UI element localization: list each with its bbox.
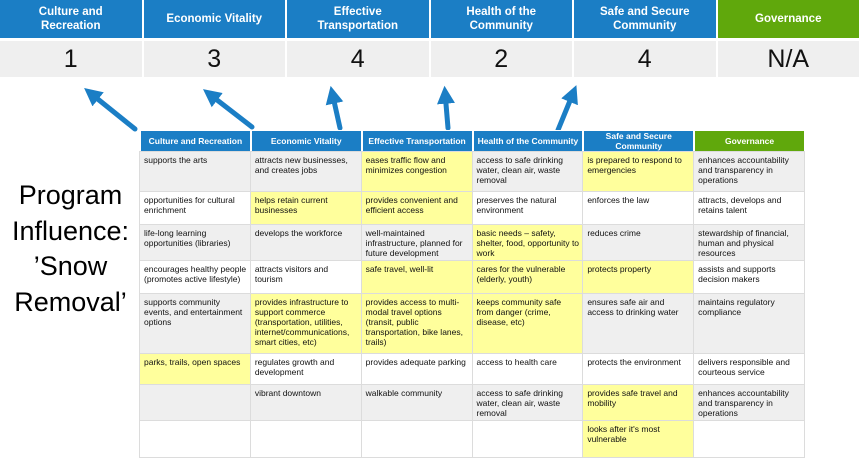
scoreboard-header: Health of the Community <box>431 0 573 38</box>
matrix-cell: supports community events, and entertainment options <box>139 293 251 354</box>
scoreboard-score: 3 <box>144 41 286 77</box>
matrix-cell: access to safe drinking water, clean air, waste removal <box>472 384 584 421</box>
matrix-cell: protects property <box>582 260 694 294</box>
matrix-cell <box>693 420 805 458</box>
matrix-cell <box>472 420 584 458</box>
matrix-cell: provides convenient and efficient access <box>361 191 473 225</box>
matrix-cell: encourages healthy people (promotes active lifestyle) <box>139 260 251 294</box>
matrix-cell: eases traffic flow and minimizes congestion <box>361 151 473 192</box>
matrix-cell <box>250 420 362 458</box>
scoreboard-header: Governance <box>718 0 859 38</box>
scoreboard-header: Safe and Secure Community <box>574 0 716 38</box>
matrix-cell: attracts new businesses, and creates jobs <box>250 151 362 192</box>
scoreboard-score: 2 <box>431 41 573 77</box>
matrix-cell: access to health care <box>472 353 584 385</box>
matrix-cell: provides infrastructure to support commerce (transportation, utilities, internet/communications, smart cities, etc) <box>250 293 362 354</box>
scoreboard-score: N/A <box>718 41 859 77</box>
matrix-cell: supports the arts <box>139 151 251 192</box>
matrix-cell: basic needs – safety, shelter, food, opportunity to work <box>472 224 584 261</box>
matrix-cell: enforces the law <box>582 191 694 225</box>
matrix-cell: helps retain current businesses <box>250 191 362 225</box>
matrix-cell: regulates growth and development <box>250 353 362 385</box>
matrix-header: Culture and Recreation <box>140 130 251 152</box>
matrix-cell: well-maintained infrastructure, planned for future development <box>361 224 473 261</box>
matrix-cell: develops the workforce <box>250 224 362 261</box>
matrix-cell <box>361 420 473 458</box>
matrix-cell: safe travel, well-lit <box>361 260 473 294</box>
matrix-cell: access to safe drinking water, clean air, waste removal <box>472 151 584 192</box>
matrix-cell: provides safe travel and mobility <box>582 384 694 421</box>
scoreboard-header: Culture and Recreation <box>0 0 142 38</box>
matrix-cell: vibrant downtown <box>250 384 362 421</box>
matrix-cell: keeps community safe from danger (crime, disease, etc) <box>472 293 584 354</box>
matrix-cell: ensures safe air and access to drinking water <box>582 293 694 354</box>
arrow-up-icon <box>445 92 448 128</box>
scoreboard <box>0 0 859 77</box>
matrix-cell: cares for the vulnerable (elderly, youth) <box>472 260 584 294</box>
scoreboard-score: 1 <box>0 41 142 77</box>
matrix-cell: parks, trails, open spaces <box>139 353 251 385</box>
matrix-header: Health of the Community <box>473 130 584 152</box>
scoreboard-score: 4 <box>287 41 429 77</box>
scoreboard-header: Economic Vitality <box>144 0 286 38</box>
matrix-cell: stewardship of financial, human and physical resources <box>693 224 805 261</box>
arrow-up-icon <box>89 92 135 129</box>
matrix-cell <box>139 420 251 458</box>
matrix-table <box>140 130 805 458</box>
matrix-cell: opportunities for cultural enrichment <box>139 191 251 225</box>
arrow-up-icon <box>332 92 340 128</box>
matrix-cell: attracts, develops and retains talent <box>693 191 805 225</box>
matrix-cell: maintains regulatory compliance <box>693 293 805 354</box>
matrix-header: Governance <box>694 130 805 152</box>
matrix-cell: life-long learning opportunities (libraries) <box>139 224 251 261</box>
arrow-up-icon <box>558 91 574 130</box>
matrix-cell: preserves the natural environment <box>472 191 584 225</box>
matrix-cell: attracts visitors and tourism <box>250 260 362 294</box>
matrix-cell: assists and supports decision makers <box>693 260 805 294</box>
matrix-cell: enhances accountability and transparency in operations <box>693 384 805 421</box>
arrows-layer <box>0 80 859 133</box>
scoreboard-header: Effective Transportation <box>287 0 429 38</box>
matrix-cell: walkable community <box>361 384 473 421</box>
matrix-cell: enhances accountability and transparency in operations <box>693 151 805 192</box>
arrow-up-icon <box>208 93 252 127</box>
matrix-cell: provides access to multi-modal travel options (transit, public transportation, bike lanes, trails) <box>361 293 473 354</box>
matrix-header: Effective Transportation <box>362 130 473 152</box>
matrix-cell: looks after it's most vulnerable <box>582 420 694 458</box>
matrix-cell: reduces crime <box>582 224 694 261</box>
matrix-cell: is prepared to respond to emergencies <box>582 151 694 192</box>
matrix-header: Safe and Secure Community <box>583 130 694 152</box>
matrix-cell: protects the environment <box>582 353 694 385</box>
program-influence-label: Program Influence: ’Snow Removal’ <box>11 180 130 317</box>
matrix-cell: provides adequate parking <box>361 353 473 385</box>
matrix-cell: delivers responsible and courteous service <box>693 353 805 385</box>
matrix-cell <box>139 384 251 421</box>
scoreboard-score: 4 <box>574 41 716 77</box>
matrix-header: Economic Vitality <box>251 130 362 152</box>
